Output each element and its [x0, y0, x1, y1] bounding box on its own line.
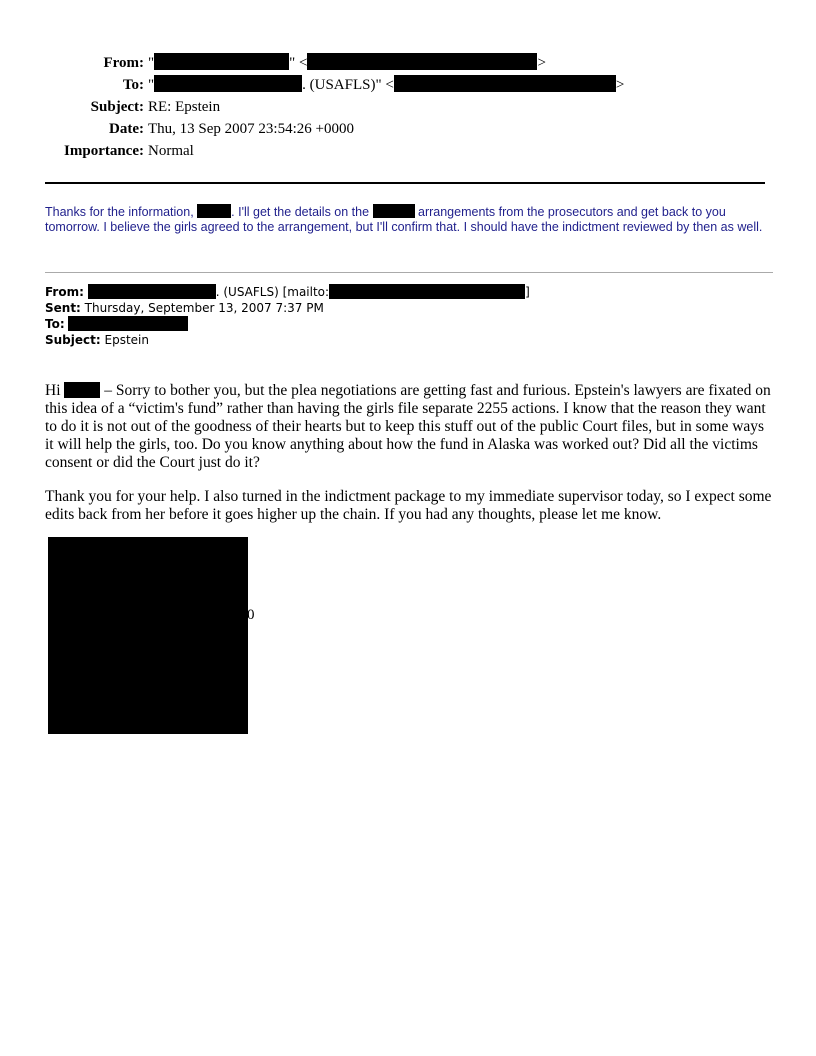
to-value: " . (USAFLS)" < >	[148, 77, 625, 93]
quote-divider	[45, 272, 773, 273]
redaction	[64, 382, 100, 398]
redaction	[329, 284, 525, 299]
signature-fragment: 0	[247, 607, 255, 623]
header-divider	[45, 182, 765, 184]
importance-value: Normal	[148, 143, 194, 159]
body-paragraph-1: Hi – Sorry to bother you, but the plea negotiations are getting fast and furious. Epstein's lawyers are fixated on this idea of a “victim's fund” rather than having the girls file separate 2255 actions. I know that the reason they want to do it is not out of the goodness of their hearts but to keep this stuff out of the public Court files, but in some ways it will help the girls, too. Do you know anything about how the fund in Alaska was worked out? Did all the victims consent or did the Court just do it?	[45, 382, 771, 471]
original-subject: Subject: Epstein	[45, 333, 149, 347]
from-value: " " < >	[148, 55, 546, 71]
redaction	[373, 204, 415, 218]
original-to: To:	[45, 316, 530, 332]
reply-text: arrangements from the prosecutors and get back to you tomorrow. I believe the girls agreed to the arrangement, but I'll confirm that. I should have the indictment reviewed by then as well.	[45, 205, 763, 234]
subject-value: RE: Epstein	[148, 99, 221, 115]
redaction	[197, 204, 231, 218]
redaction	[154, 75, 302, 92]
redaction	[68, 316, 188, 331]
original-message-header	[45, 284, 530, 348]
body-paragraph-2: Thank you for your help. I also turned in the indictment package to my immediate supervisor today, so I expect some edits back from her before it goes higher up the chain. If you had any thoughts, please let me know.	[45, 488, 772, 523]
subject-label: Subject:	[90, 99, 144, 115]
original-sent: Sent: Thursday, September 13, 2007 7:37 PM	[45, 301, 324, 315]
to-label: To:	[122, 77, 144, 93]
redaction	[394, 75, 616, 92]
signature-redaction	[48, 537, 248, 734]
importance-label: Importance:	[64, 143, 144, 159]
original-from: From: . (USAFLS) [mailto: ]	[45, 285, 530, 299]
reply-text: Thanks for the information,	[45, 205, 198, 219]
date-label: Date:	[109, 121, 144, 137]
from-label: From:	[103, 55, 144, 71]
redaction	[154, 53, 289, 70]
redaction	[307, 53, 537, 70]
reply-text: . I'll get the details on the	[231, 205, 373, 219]
reply-message	[45, 204, 775, 235]
redaction	[88, 284, 216, 299]
date-value: Thu, 13 Sep 2007 23:54:26 +0000	[148, 121, 354, 137]
